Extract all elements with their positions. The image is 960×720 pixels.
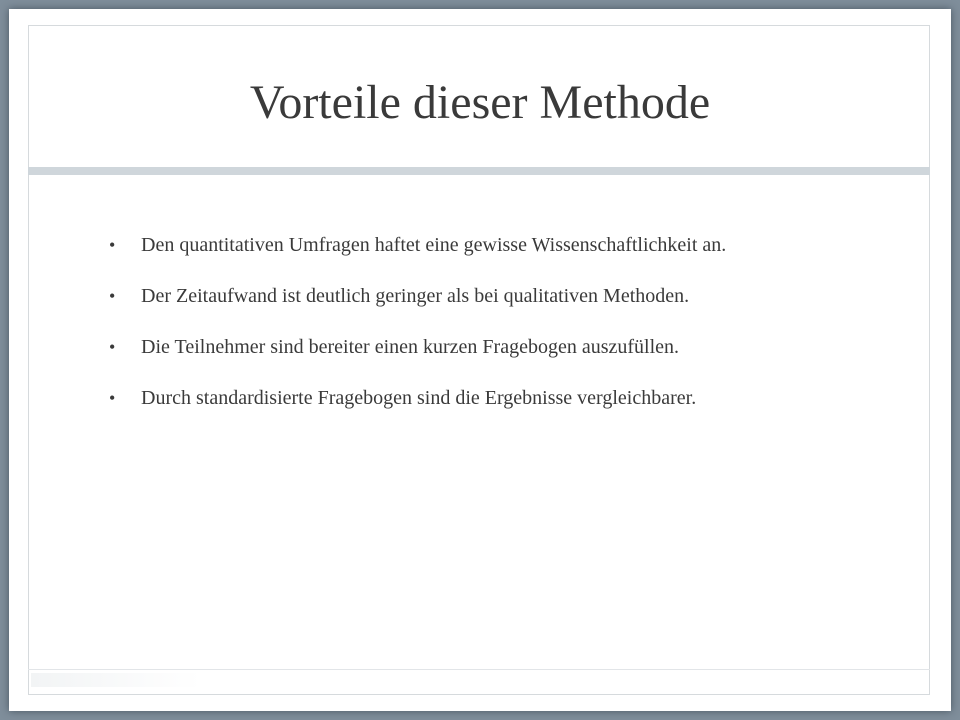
bullet-dot-icon: • bbox=[109, 286, 116, 306]
bullet-list bbox=[109, 231, 829, 435]
bullet-item bbox=[109, 333, 829, 362]
slide-title: Vorteile dieser Methode bbox=[249, 76, 711, 129]
bullet-text: Die Teilnehmer sind bereiter einen kurzen Fragebogen auszufüllen. bbox=[141, 336, 680, 358]
bullet-dot-icon: • bbox=[109, 388, 116, 408]
bullet-text: Der Zeitaufwand ist deutlich geringer als bei qualitativen Methoden. bbox=[141, 285, 690, 307]
bullet-text: Den quantitativen Umfragen haftet eine gewisse Wissenschaftlichkeit an. bbox=[141, 234, 727, 256]
bullet-dot-icon: • bbox=[109, 235, 116, 255]
bullet-text: Durch standardisierte Fragebogen sind die Ergebnisse vergleichbarer. bbox=[141, 387, 697, 409]
bullet-dot-icon: • bbox=[109, 337, 116, 357]
bullet-item bbox=[109, 282, 829, 311]
bullet-item bbox=[109, 384, 829, 413]
title-divider bbox=[28, 167, 930, 175]
slide bbox=[9, 9, 951, 711]
footer-decoration bbox=[31, 673, 201, 687]
bullet-item bbox=[109, 231, 829, 260]
footer-divider bbox=[28, 669, 930, 670]
